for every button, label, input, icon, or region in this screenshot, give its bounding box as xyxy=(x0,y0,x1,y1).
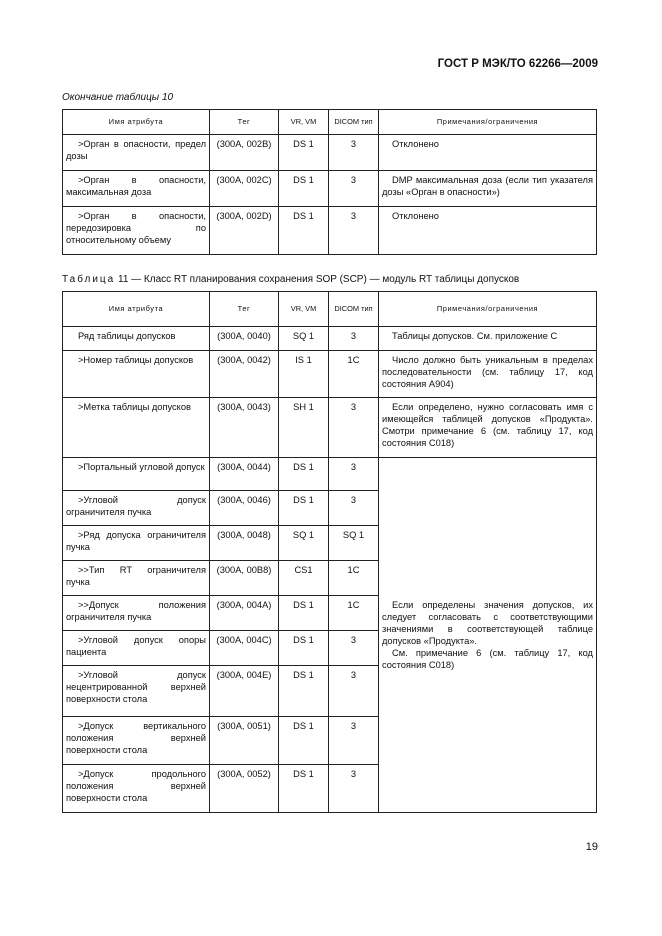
col-header-tag: Тег xyxy=(210,110,279,135)
table-row xyxy=(63,171,597,207)
col-header-vr-vm: VR, VM xyxy=(279,110,329,135)
attribute-dicom-type: 3 xyxy=(329,135,379,171)
attribute-dicom-type: 3 xyxy=(329,207,379,255)
attribute-note: Отклонено xyxy=(379,135,597,171)
attribute-dicom-type: 1C xyxy=(329,596,379,631)
attribute-vr: DS 1 xyxy=(279,631,329,666)
merged-note-paragraph-2: См. примечание 6 (см. таблицу 17, код состояния С018) xyxy=(382,648,593,670)
table-row xyxy=(63,327,597,351)
attribute-vr: SQ 1 xyxy=(279,526,329,561)
attribute-name: >Допуск продольного положения верхней поверхности стола xyxy=(63,765,210,813)
attribute-name: >>Тип RT ограничителя пучка xyxy=(63,561,210,596)
page-number: 19 xyxy=(585,841,598,853)
attribute-name: >Метка таблицы допусков xyxy=(63,398,210,458)
attribute-dicom-type: 3 xyxy=(329,491,379,526)
attribute-vr: DS 1 xyxy=(279,666,329,717)
attribute-tag: (300A, 00B8) xyxy=(210,561,279,596)
attribute-name: >Орган в опасности, передозировка по относительному объему xyxy=(63,207,210,255)
attribute-tag: (300A, 0043) xyxy=(210,398,279,458)
table-row xyxy=(63,398,597,458)
attribute-note: Отклонено xyxy=(379,207,597,255)
attribute-dicom-type: 3 xyxy=(329,717,379,765)
attribute-name: >Номер таблицы допусков xyxy=(63,351,210,398)
col-header-vr-vm: VR, VM xyxy=(279,292,329,327)
table11-caption-text: 11 — Класс RT планирования сохранения SOP (SCP) — модуль RT таблицы допусков xyxy=(115,274,520,285)
col-header-attribute-name: Имя атрибута xyxy=(63,292,210,327)
attribute-vr: DS 1 xyxy=(279,717,329,765)
table11-caption xyxy=(62,274,519,285)
table-row xyxy=(63,135,597,171)
attribute-vr: DS 1 xyxy=(279,171,329,207)
attribute-name: >>Допуск положения ограничителя пучка xyxy=(63,596,210,631)
attribute-tag: (300A, 004C) xyxy=(210,631,279,666)
attribute-tag: (300A, 0048) xyxy=(210,526,279,561)
standard-designation: ГОСТ Р МЭК/ТО 62266—2009 xyxy=(437,58,598,70)
attribute-tag: (300A, 002B) xyxy=(210,135,279,171)
attribute-name: >Угловой допуск опоры пациента xyxy=(63,631,210,666)
attribute-name: >Допуск вертикального положения верхней поверхности стола xyxy=(63,717,210,765)
attribute-vr: DS 1 xyxy=(279,765,329,813)
attribute-note: Если определено, нужно согласовать имя с имеющейся таблицей допусков «Продукта». Смотри примечание 6 (см. таблицу 17, код состояния С018) xyxy=(379,398,597,458)
attribute-tag: (300A, 0052) xyxy=(210,765,279,813)
attribute-vr: DS 1 xyxy=(279,458,329,491)
attribute-name: >Портальный угловой допуск xyxy=(63,458,210,491)
attribute-name: >Орган в опасности, предел дозы xyxy=(63,135,210,171)
attribute-dicom-type: 3 xyxy=(329,327,379,351)
attribute-vr: DS 1 xyxy=(279,135,329,171)
merged-note-paragraph-1: Если определены значения допусков, их следует согласовать с соответствующими значениями в соответствующей таблице допусков «Продукта». xyxy=(382,600,593,646)
attribute-vr: IS 1 xyxy=(279,351,329,398)
col-header-dicom-type: DICOM тип xyxy=(329,292,379,327)
attribute-name: >Угловой допуск нецентрированной верхней поверхности стола xyxy=(63,666,210,717)
attribute-name: >Ряд допуска ограничителя пучка xyxy=(63,526,210,561)
table10-caption: Окончание таблицы 10 xyxy=(62,92,174,103)
attribute-vr: SH 1 xyxy=(279,398,329,458)
attribute-tag: (300A, 0051) xyxy=(210,717,279,765)
col-header-notes: Примечания/ограничения xyxy=(379,292,597,327)
attribute-vr: DS 1 xyxy=(279,207,329,255)
attribute-tag: (300A, 0042) xyxy=(210,351,279,398)
attribute-vr: SQ 1 xyxy=(279,327,329,351)
table11-caption-prefix: Таблица xyxy=(62,274,116,285)
attribute-tag: (300A, 0046) xyxy=(210,491,279,526)
attribute-note: Число должно быть уникальным в пределах последовательности (см. таблицу 17, код состояния А904) xyxy=(379,351,597,398)
attribute-dicom-type: 3 xyxy=(329,398,379,458)
table-11 xyxy=(62,291,597,813)
table-row xyxy=(63,207,597,255)
attribute-name: >Орган в опасности, максимальная доза xyxy=(63,171,210,207)
attribute-tag: (300A, 002D) xyxy=(210,207,279,255)
attribute-dicom-type: 3 xyxy=(329,631,379,666)
merged-note xyxy=(379,458,597,813)
attribute-name: >Угловой допуск ограничителя пучка xyxy=(63,491,210,526)
attribute-dicom-type: 3 xyxy=(329,765,379,813)
attribute-note: DMP максимальная доза (если тип указателя дозы «Орган в опасности») xyxy=(379,171,597,207)
attribute-dicom-type: 3 xyxy=(329,666,379,717)
attribute-vr: DS 1 xyxy=(279,491,329,526)
attribute-tag: (300A, 004A) xyxy=(210,596,279,631)
col-header-attribute-name: Имя атрибута xyxy=(63,110,210,135)
attribute-dicom-type: 1C xyxy=(329,561,379,596)
attribute-dicom-type: 1C xyxy=(329,351,379,398)
attribute-dicom-type: 3 xyxy=(329,458,379,491)
table-row xyxy=(63,458,597,491)
attribute-tag: (300A, 004E) xyxy=(210,666,279,717)
table-10 xyxy=(62,109,597,255)
attribute-note: Таблицы допусков. См. приложение С xyxy=(379,327,597,351)
attribute-tag: (300A, 0040) xyxy=(210,327,279,351)
attribute-dicom-type: 3 xyxy=(329,171,379,207)
attribute-name: Ряд таблицы допусков xyxy=(63,327,210,351)
attribute-dicom-type: SQ 1 xyxy=(329,526,379,561)
attribute-vr: CS1 xyxy=(279,561,329,596)
attribute-vr: DS 1 xyxy=(279,596,329,631)
attribute-tag: (300A, 002C) xyxy=(210,171,279,207)
col-header-dicom-type: DICOM тип xyxy=(329,110,379,135)
col-header-notes: Примечания/ограничения xyxy=(379,110,597,135)
attribute-tag: (300A, 0044) xyxy=(210,458,279,491)
col-header-tag: Тег xyxy=(210,292,279,327)
table-row xyxy=(63,351,597,398)
